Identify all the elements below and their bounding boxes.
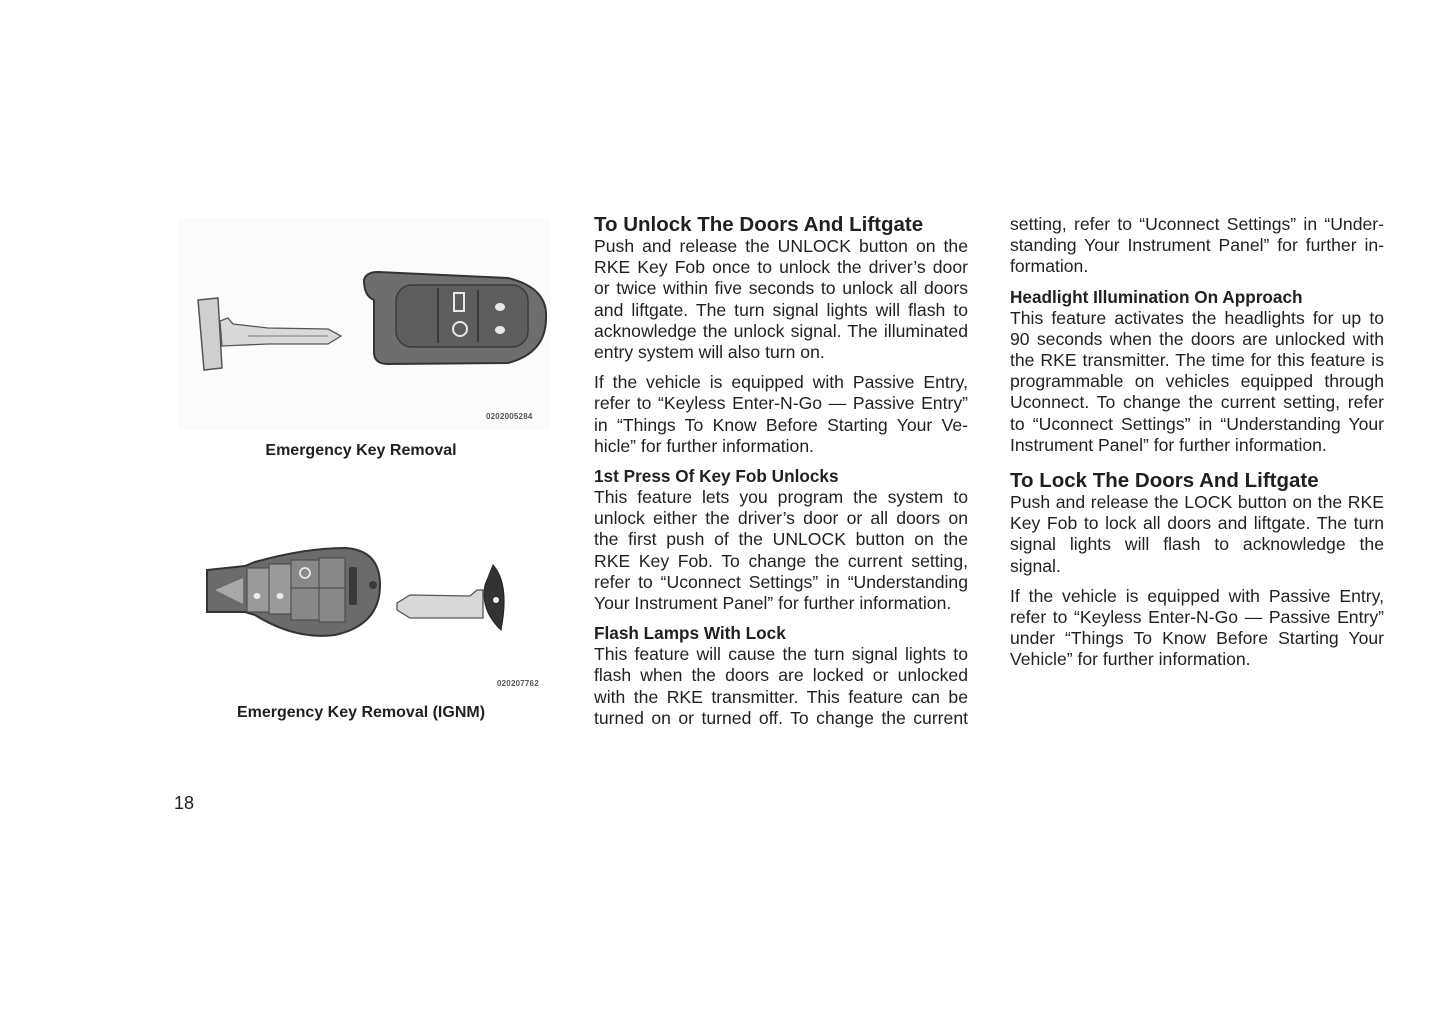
paragraph-passive-entry: If the vehicle is equipped with Passive Entry, refer to “Keyless Enter-N-Go — Passive Entry” in “Things To Know Before Starting Your Vehicle” for further information.	[594, 372, 968, 456]
smart-key-fob-with-emergency-key-icon	[178, 218, 550, 430]
column-middle	[594, 214, 968, 738]
paragraph-flash-lamps: This feature will cause the turn signal lights to flash when the doors are locked or unlocked with the RKE transmitter. This feature can be turned on or turned off. To change the current	[594, 644, 968, 728]
column-right	[1010, 214, 1384, 680]
figure-code: 020207762	[497, 679, 539, 688]
paragraph-passive-entry-lock: If the vehicle is equipped with Passive Entry, refer to “Keyless Enter-N-Go — Passive Entry” under “Things To Know Before Starting Your Vehicle” for further information.	[1010, 585, 1384, 670]
paragraph-first-press: This feature lets you program the system to unlock either the driver’s door or all doors on the first push of the UNLOCK button on the RKE Key Fob. To change the current setting, refer to “Uconnect Settings” in “Understanding Your Instrument Panel” for further information.	[594, 487, 968, 614]
emergency-key-icon	[397, 565, 504, 630]
page-number: 18	[174, 793, 195, 813]
figure-code: 0202005284	[486, 412, 533, 421]
heading-flash-lamps: Flash Lamps With Lock	[594, 623, 786, 644]
figure-caption: Emergency Key Removal	[265, 442, 457, 459]
figure-caption: Emergency Key Removal (IGNM)	[236, 704, 486, 721]
paragraph-flash-lamps-continued: setting, refer to “Uconnect Settings” in “Understanding Your Instrument Panel” for further information.	[1010, 214, 1384, 277]
figure-emergency-key-removal-ignm	[195, 540, 550, 690]
ignm-key-fob-icon	[207, 548, 380, 636]
figure-emergency-key-removal	[178, 218, 550, 430]
paragraph-headlight-illumination: This feature activates the headlights for up to 90 seconds when the doors are unlocked with the RKE transmitter. The time for this feature is programmable on vehicles equipped through Uconnect. To change the current setting, refer to “Uconnect Settings” in “Understanding Your Instrument Panel” for further information.	[1010, 307, 1384, 455]
heading-unlock-doors: To Unlock The Doors And Liftgate	[594, 213, 924, 236]
smart-key-fob-icon	[364, 272, 546, 364]
paragraph-unlock: Push and release the UNLOCK button on the RKE Key Fob once to unlock the driver’s door or twice within five seconds to unlock all doors and liftgate. The turn signal lights will flash to acknowledge the unlock signal. The illuminated entry system will also turn on.	[594, 236, 968, 363]
ignition-node-fob-with-emergency-key-icon	[195, 540, 550, 690]
heading-headlight-illumination: Headlight Illumination On Approach	[1010, 286, 1303, 307]
heading-first-press: 1st Press Of Key Fob Unlocks	[594, 466, 839, 487]
paragraph-lock: Push and release the LOCK button on the RKE Key Fob to lock all doors and liftgate. The turn signal lights will flash to acknowledge the signal.	[1010, 492, 1384, 576]
heading-lock-doors: To Lock The Doors And Liftgate	[1010, 469, 1319, 493]
